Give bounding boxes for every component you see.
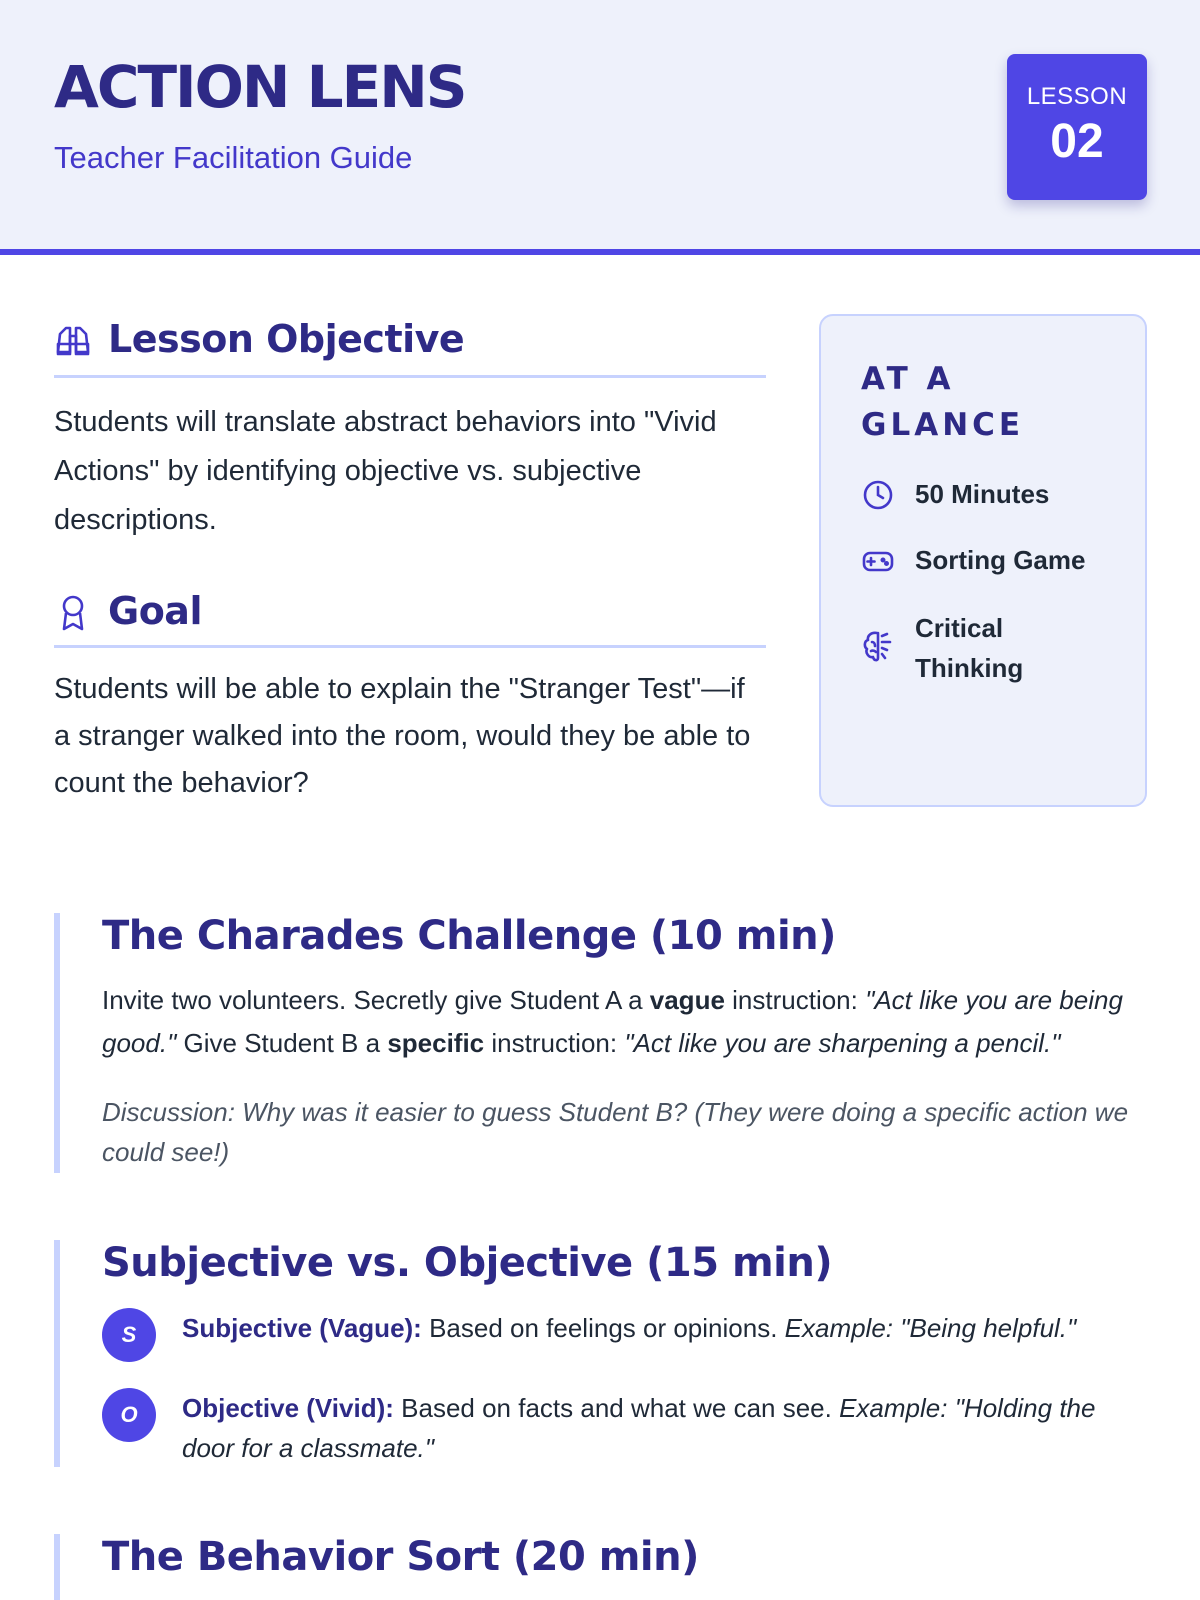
glance-item-duration (861, 474, 1121, 514)
page-subtitle: Teacher Facilitation Guide (54, 140, 413, 175)
objective-text: Students will translate abstract behaviors into "Vivid Actions" by identifying objective vs. subjective descriptions. (54, 406, 717, 536)
activity-charades (54, 913, 1154, 1173)
objective-definition (102, 1388, 1152, 1468)
subjective-example: Example: "Being helpful." (784, 1313, 1077, 1343)
glance-item-label: Sorting Game (915, 545, 1086, 575)
objective-example: Example: "Holding the door for a classmate." (182, 1393, 1096, 1463)
goal-title: Goal (108, 589, 202, 633)
page-header (0, 0, 1200, 255)
activity-charades-title: The Charades Challenge (10 min) (102, 913, 836, 959)
lesson-badge-label: LESSON (1026, 83, 1128, 110)
objective-letter-badge: O (102, 1388, 156, 1442)
quote-student-b: "Act like you are sharpening a pencil." (624, 1028, 1061, 1058)
subjective-definition-text (182, 1308, 1132, 1348)
lesson-badge-number: 02 (1050, 115, 1104, 168)
gamepad-icon (861, 544, 895, 583)
subjective-definition (102, 1308, 1152, 1362)
glance-item-label: Critical Thinking (915, 613, 1024, 683)
instruction-text: Invite two volunteers. Secretly give Student A a (102, 985, 650, 1015)
brain-icon (861, 628, 895, 669)
goal-text: Students will be able to explain the "Stranger Test"—if a stranger walked into the room, would they be able to count the behavior? (54, 673, 751, 799)
activity-so-title: Subjective vs. Objective (15 min) (102, 1240, 833, 1286)
instruction-text: instruction: (724, 985, 866, 1015)
objective-title: Lesson Objective (108, 317, 465, 361)
activity-charades-instructions (102, 979, 1152, 1065)
subjective-label: Subjective (Vague): (182, 1313, 422, 1343)
binoculars-icon (54, 322, 92, 363)
award-icon (54, 593, 92, 638)
activity-behavior-sort (54, 1534, 1154, 1600)
at-a-glance-card (819, 314, 1147, 807)
activity-subjective-objective (54, 1240, 1154, 1467)
activity-behavior-sort-title: The Behavior Sort (20 min) (102, 1534, 699, 1580)
at-a-glance-title: AT A GLANCE (861, 361, 1025, 443)
emphasis-specific: specific (387, 1028, 485, 1058)
emphasis-vague: vague (649, 985, 725, 1015)
subjective-letter-badge: S (102, 1308, 156, 1362)
instruction-text: Give Student B a (176, 1028, 388, 1058)
activity-charades-discussion: Discussion: Why was it easier to guess Student B? (They were doing a specific action we could see!) (102, 1097, 1129, 1167)
subjective-description: Based on feelings or opinions. (421, 1313, 785, 1343)
objective-definition-text (182, 1388, 1132, 1468)
glance-item-skill (861, 608, 1121, 690)
page-title: ACTION LENS (54, 53, 466, 121)
instruction-text: instruction: (484, 1028, 625, 1058)
clock-icon (861, 478, 895, 517)
quote-student-a: "Act like you are being good." (102, 985, 1123, 1058)
glance-item-label: 50 Minutes (915, 479, 1050, 509)
objective-description: Based on facts and what we can see. (393, 1393, 840, 1423)
lesson-badge (1007, 54, 1147, 200)
goal-heading (54, 588, 766, 648)
objective-label: Objective (Vivid): (182, 1393, 394, 1423)
objective-heading (54, 316, 766, 378)
glance-item-format (861, 540, 1121, 580)
